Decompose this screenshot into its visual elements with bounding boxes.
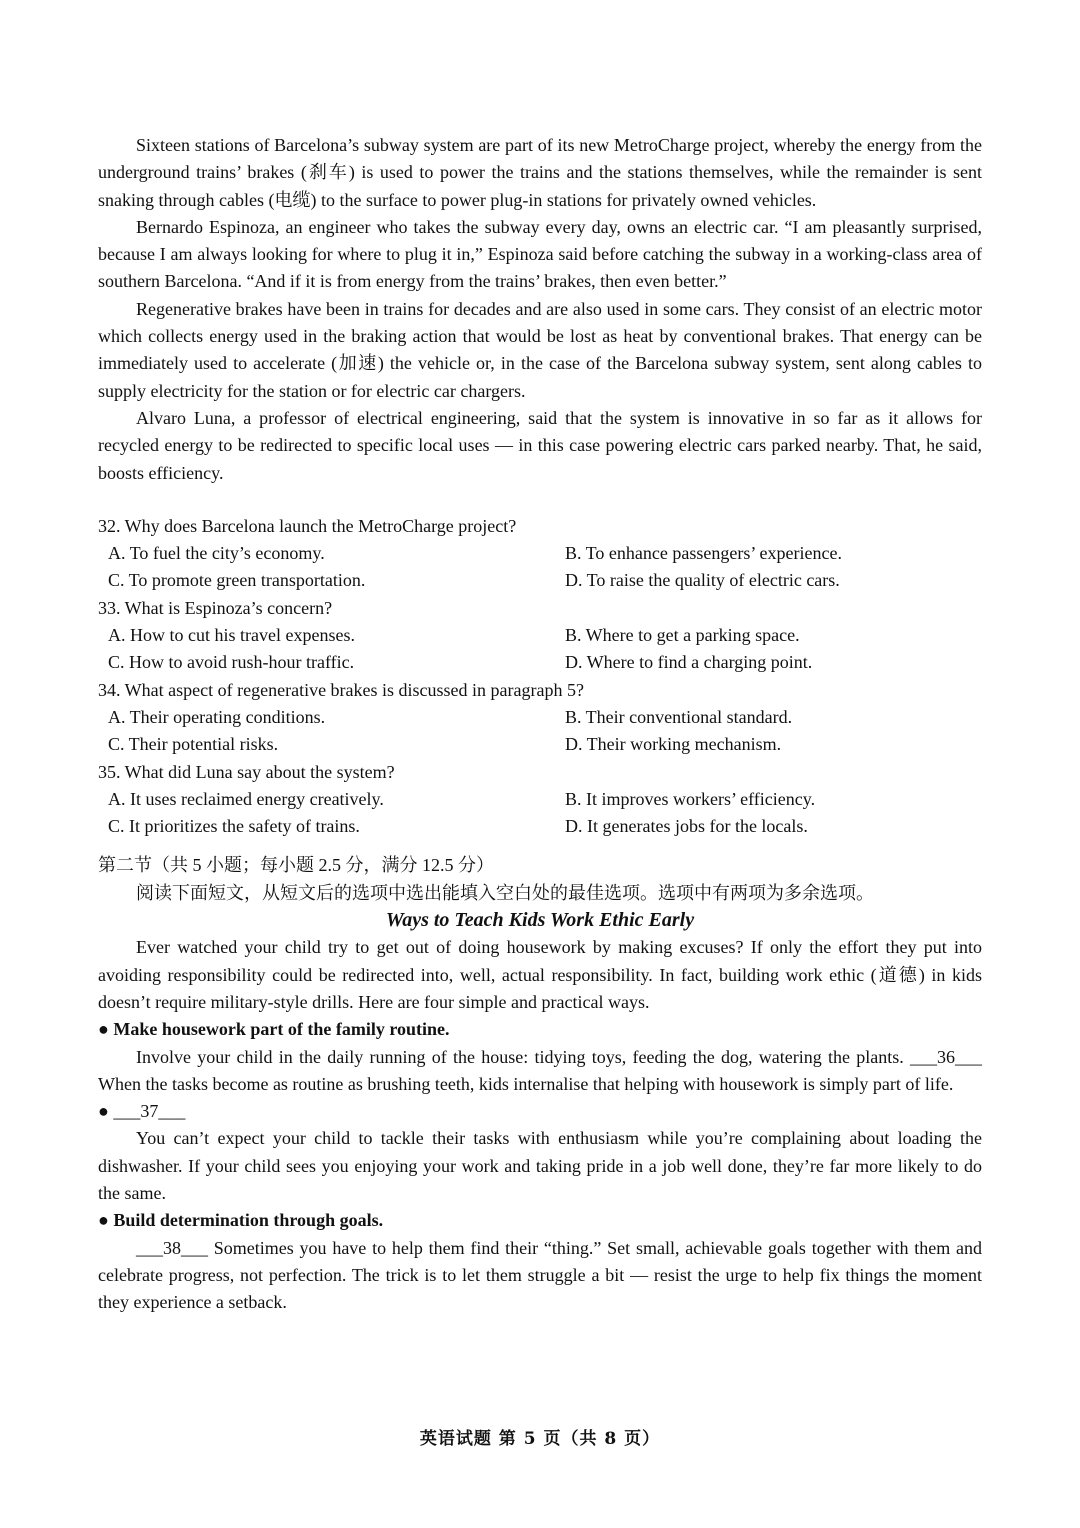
- passage-paragraph-3: Regenerative brakes have been in trains for decades and are also used in some cars. They consist of an electric motor which collects energy used in the braking action that would be lost as heat by conventional brakes. That energy can be immediately used to accelerate (加速) the vehicle or, in the case of the Barcelona subway system, sent along cables to supply electricity for the station or for electric car chargers.: [98, 298, 982, 401]
- question-list: [98, 513, 982, 841]
- question-stem: 32. Why does Barcelona launch the MetroCharge project?: [98, 515, 517, 536]
- question-33: [98, 595, 982, 677]
- option-row: [98, 813, 982, 840]
- option-row: [98, 567, 982, 594]
- option-c[interactable]: C. How to avoid rush-hour traffic.: [108, 652, 355, 673]
- bullet-heading-2: ● ___37___: [98, 1101, 186, 1122]
- option-c[interactable]: C. To promote green transportation.: [108, 570, 366, 591]
- option-d[interactable]: D. It generates jobs for the locals.: [565, 816, 808, 837]
- option-row: [98, 731, 982, 758]
- option-a[interactable]: A. It uses reclaimed energy creatively.: [108, 788, 384, 809]
- article-paragraph-3: ___38___ Sometimes you have to help them find their “thing.” Set small, achievable goals together with them and celebrate progress, not perfection. The trick is to let them struggle a bit — resist the urge to help fix things the moment they experience a setback.: [98, 1237, 982, 1313]
- option-a[interactable]: A. Their operating conditions.: [108, 706, 326, 727]
- section-2-instruction: 阅读下面短文，从短文后的选项中选出能填入空白处的最佳选项。选项中有两项为多余选项。: [136, 882, 874, 903]
- exam-page: [98, 132, 982, 1316]
- question-stem: 33. What is Espinoza’s concern?: [98, 597, 333, 618]
- passage-paragraph-4: Alvaro Luna, a professor of electrical engineering, said that the system is innovative in so far as it allows for recycled energy to be redirected to specific local uses — in this case powering electric cars parked nearby. That, he said, boosts efficiency.: [98, 407, 982, 483]
- option-d[interactable]: D. To raise the quality of electric cars.: [565, 570, 840, 591]
- article-title: Ways to Teach Kids Work Ethic Early: [385, 909, 695, 932]
- option-row: [98, 704, 982, 731]
- option-b[interactable]: B. To enhance passengers’ experience.: [565, 543, 842, 564]
- bullet-heading-3: ● Build determination through goals.: [98, 1210, 384, 1231]
- option-c[interactable]: C. Their potential risks.: [108, 734, 279, 755]
- option-row: [98, 786, 982, 813]
- option-row: [98, 540, 982, 567]
- article-paragraph-2: You can’t expect your child to tackle their tasks with enthusiasm while you’re complaining about loading the dishwasher. If your child sees you enjoying your work and taking pride in a job well done, they’re far more likely to do the same.: [98, 1128, 982, 1203]
- option-b[interactable]: B. Where to get a parking space.: [565, 625, 800, 646]
- passage-paragraph-2: Bernardo Espinoza, an engineer who takes the subway every day, owns an electric car. “I am pleasantly surprised, because I am always looking for where to plug it in,” Espinoza said before catching the subway in a working-class area of southern Barcelona. “And if it is from energy from the trains’ brakes, then even better.”: [98, 216, 982, 292]
- option-b[interactable]: B. Their conventional standard.: [565, 706, 793, 727]
- question-35: [98, 759, 982, 841]
- option-c[interactable]: C. It prioritizes the safety of trains.: [108, 816, 360, 837]
- bullet-heading-1: ● Make housework part of the family routine.: [98, 1019, 450, 1040]
- option-a[interactable]: A. To fuel the city’s economy.: [108, 543, 325, 564]
- question-stem: 34. What aspect of regenerative brakes is discussed in paragraph 5?: [98, 679, 584, 700]
- question-stem: 35. What did Luna say about the system?: [98, 761, 395, 782]
- option-a[interactable]: A. How to cut his travel expenses.: [108, 625, 355, 646]
- option-b[interactable]: B. It improves workers’ efficiency.: [565, 788, 816, 809]
- option-row: [98, 622, 982, 649]
- question-34: [98, 677, 982, 759]
- option-d[interactable]: D. Where to find a charging point.: [565, 652, 813, 673]
- passage-paragraph-1: Sixteen stations of Barcelona’s subway system are part of its new MetroCharge project, whereby the energy from the underground trains’ brakes (刹车) is used to power the trains and the stations themselves, while the remainder is sent snaking through cables (电缆) to the surface to power plug-in stations for privately owned vehicles.: [98, 135, 982, 210]
- page-footer: 英语试题 第 5 页（共 8 页）: [419, 1429, 661, 1449]
- option-d[interactable]: D. Their working mechanism.: [565, 734, 782, 755]
- section-2-header: 第二节（共 5 小题；每小题 2.5 分，满分 12.5 分）: [98, 855, 494, 876]
- article-paragraph-1: Involve your child in the daily running of the house: tidying toys, feeding the dog, watering the plants. ___36___ When the tasks become as routine as brushing teeth, kids internalise that helping with housework is simply part of life.: [98, 1046, 982, 1094]
- article-intro: Ever watched your child try to get out of doing housework by making excuses? If only the effort they put into avoiding responsibility could be redirected into, well, actual responsibility. In fact, building work ethic (道德) in kids doesn’t require military-style drills. Here are four simple and practical ways.: [98, 937, 982, 1012]
- question-32: [98, 513, 982, 595]
- option-row: [98, 649, 982, 676]
